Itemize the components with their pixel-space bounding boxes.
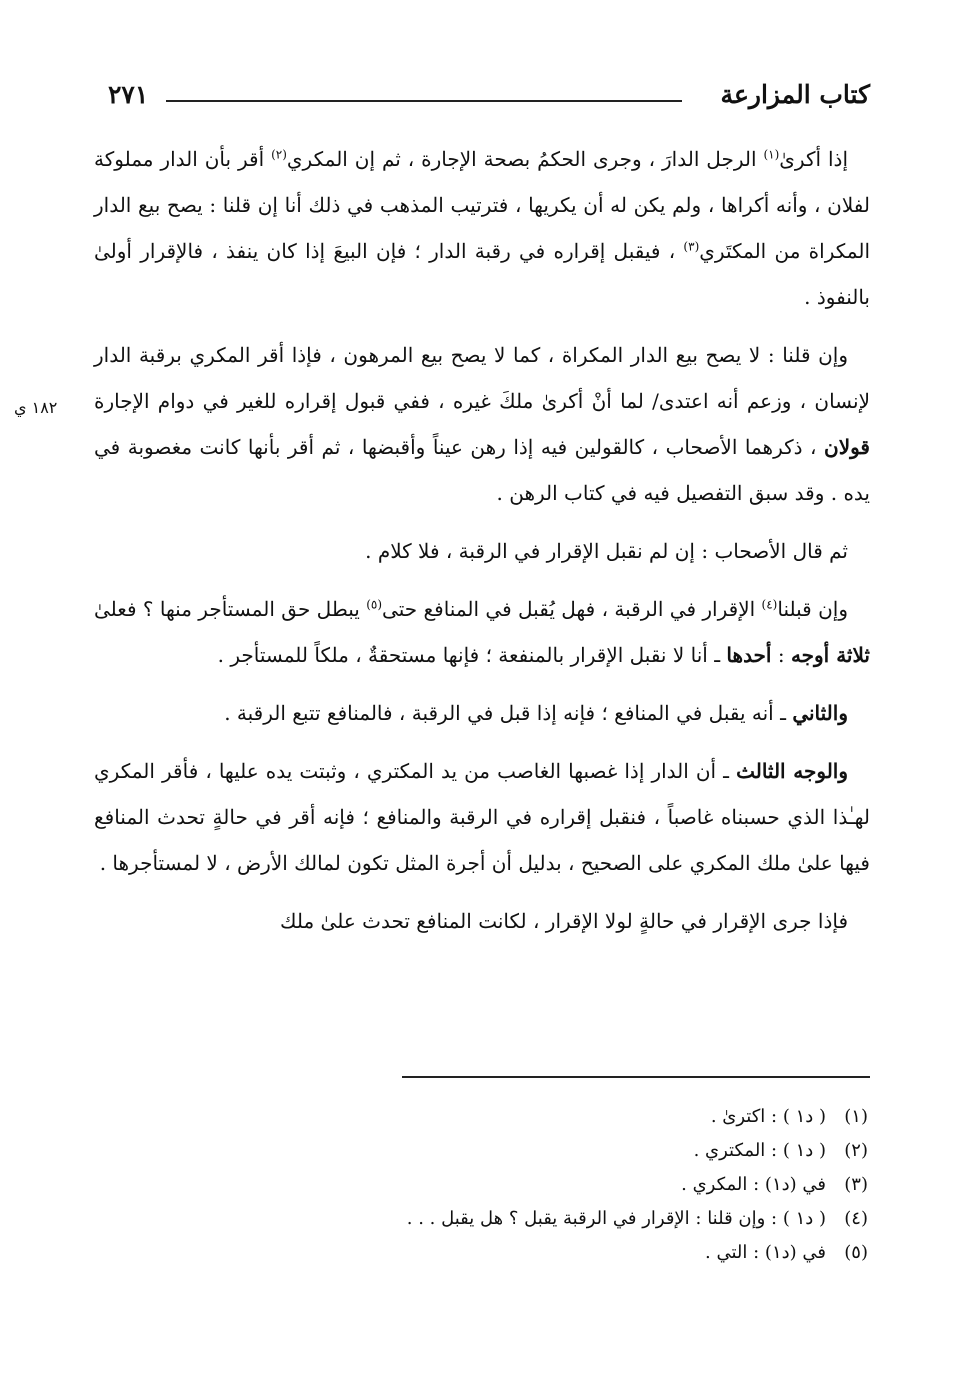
text-run: ـ أن الدار إذا غصبها الغاصب من يد المكتري ، وثبتت يده عليها ، فأقر المكري لهـٰذا الذي حسبناه غاصباً ، فنقبل إقراره في الرقبة والمنافع ؛ فإنه أقر في حالةٍ تحدث المنافع فيها علىٰ ملك المكري على الصحيح ، بدليل أن أجرة المثل تكون لمالك الأرض ، لا لمستأجرها . bbox=[94, 759, 870, 875]
footnote-ref: (٥) bbox=[366, 597, 383, 612]
text-run: إذا أكرىٰ bbox=[779, 147, 849, 171]
text-run: الإقرار في الرقبة ، فهل يُقبل في المنافع حتى bbox=[382, 597, 762, 621]
text-run: أقر بأن الدار مملوكة لفلان ، وأنه أكراها ، ولم يكن له أن يكريها ، فترتيب المذهب في ذلك أنا إن قلنا : يصح بيع الدار المكراة من المكتَري bbox=[94, 147, 870, 263]
footnote-ref: (٤) bbox=[761, 597, 778, 612]
paragraph-4 bbox=[94, 586, 870, 678]
text-run: وإن قبلنا bbox=[777, 597, 848, 621]
footnote-item bbox=[200, 1236, 868, 1270]
footnotes bbox=[200, 1100, 868, 1270]
footnote-number: (١) bbox=[844, 1106, 868, 1127]
paragraph-2 bbox=[94, 332, 870, 516]
footnote-number: (٣) bbox=[844, 1174, 868, 1195]
bold-term: قولان bbox=[824, 435, 870, 459]
footnote-text: في (د١) : التي . bbox=[705, 1242, 826, 1263]
footnote-item bbox=[200, 1168, 868, 1202]
text-run: : bbox=[771, 643, 791, 667]
footnote-rule bbox=[402, 1076, 870, 1078]
text-run: الرجل الدارَ ، وجرى الحكمُ بصحة الإجارة ، ثم إن المكري bbox=[286, 147, 764, 171]
text-run: ، ذكرهما الأصحاب ، كالقولين فيه إذا رهن عيناً وأقبضها ، ثم أقر بأنها كانت مغصوبة في يده . وقد سبق التفصيل فيه في كتاب الرهن . bbox=[94, 435, 870, 505]
footnote-ref: (٣) bbox=[683, 239, 700, 254]
text-run: ـ أنه يقبل في المنافع ؛ فإنه إذا قبل في الرقبة ، فالمنافع تتبع الرقبة . bbox=[224, 701, 793, 725]
bold-term: ثلاثة أوجه bbox=[790, 643, 870, 667]
bold-term: والثاني bbox=[792, 701, 848, 725]
page-header bbox=[108, 78, 870, 118]
footnote-item bbox=[200, 1202, 868, 1236]
footnote-item bbox=[200, 1134, 868, 1168]
footnote-text: ( د١ ) : المكتري . bbox=[693, 1140, 826, 1161]
text-run: ـ أنا لا نقبل الإقرار بالمنفعة ؛ فإنها مستحقةٌ ، ملكاً للمستأجر . bbox=[217, 643, 727, 667]
paragraph-5 bbox=[94, 690, 870, 736]
page-number: ٢٧١ bbox=[108, 80, 149, 109]
paragraph-7: فإذا جرى الإقرار في حالةٍ لولا الإقرار ، لكانت المنافع تحدث علىٰ ملك bbox=[280, 909, 848, 933]
footnote-number: (٥) bbox=[844, 1242, 868, 1263]
chapter-title: كتاب المزارعة bbox=[720, 80, 870, 109]
paragraph-1 bbox=[94, 136, 870, 320]
footnote-text: ( د١ ) : اكترىٰ . bbox=[710, 1106, 826, 1127]
bold-term: أحدها bbox=[726, 643, 772, 667]
footnote-number: (٤) bbox=[844, 1208, 868, 1229]
header-rule bbox=[166, 100, 682, 102]
footnote-text: في (د١) : المكري . bbox=[681, 1174, 826, 1195]
paragraph-3: ثم قال الأصحاب : إن لم نقبل الإقرار في الرقبة ، فلا كلام . bbox=[365, 539, 848, 563]
margin-note: ١٨٢ ي bbox=[14, 398, 58, 417]
main-text bbox=[94, 136, 870, 956]
footnote-ref: (٢) bbox=[271, 147, 287, 162]
text-run: وإن قلنا : لا يصح بيع الدار المكراة ، كما لا يصح بيع المرهون ، فإذا أقر المكري برقبة الدار لإنسان ، وزعم أنه اعتدى/ لما أنْ أكرىٰ ملكَ غيره ، ففي قبول إقراره للغير في دوام الإجارة bbox=[94, 343, 870, 413]
text-run: يبطل حق المستأجر منها ؟ فعلىٰ bbox=[94, 597, 367, 621]
bold-term: والوجه الثالث bbox=[736, 759, 848, 783]
footnote-item bbox=[200, 1100, 868, 1134]
footnote-ref: (١) bbox=[763, 147, 780, 162]
text-run: ، فيقبل إقراره في رقبة الدار ؛ فإن البيعَ إذا كان ينفذ ، فالإقرار أولىٰ بالنفوذ . bbox=[94, 239, 870, 309]
footnote-text: ( د١ ) : وإن قلنا : الإقرار في الرقبة يقبل ؟ هل يقبل . . . bbox=[406, 1208, 826, 1229]
footnote-number: (٢) bbox=[844, 1140, 868, 1161]
paragraph-6 bbox=[94, 748, 870, 886]
